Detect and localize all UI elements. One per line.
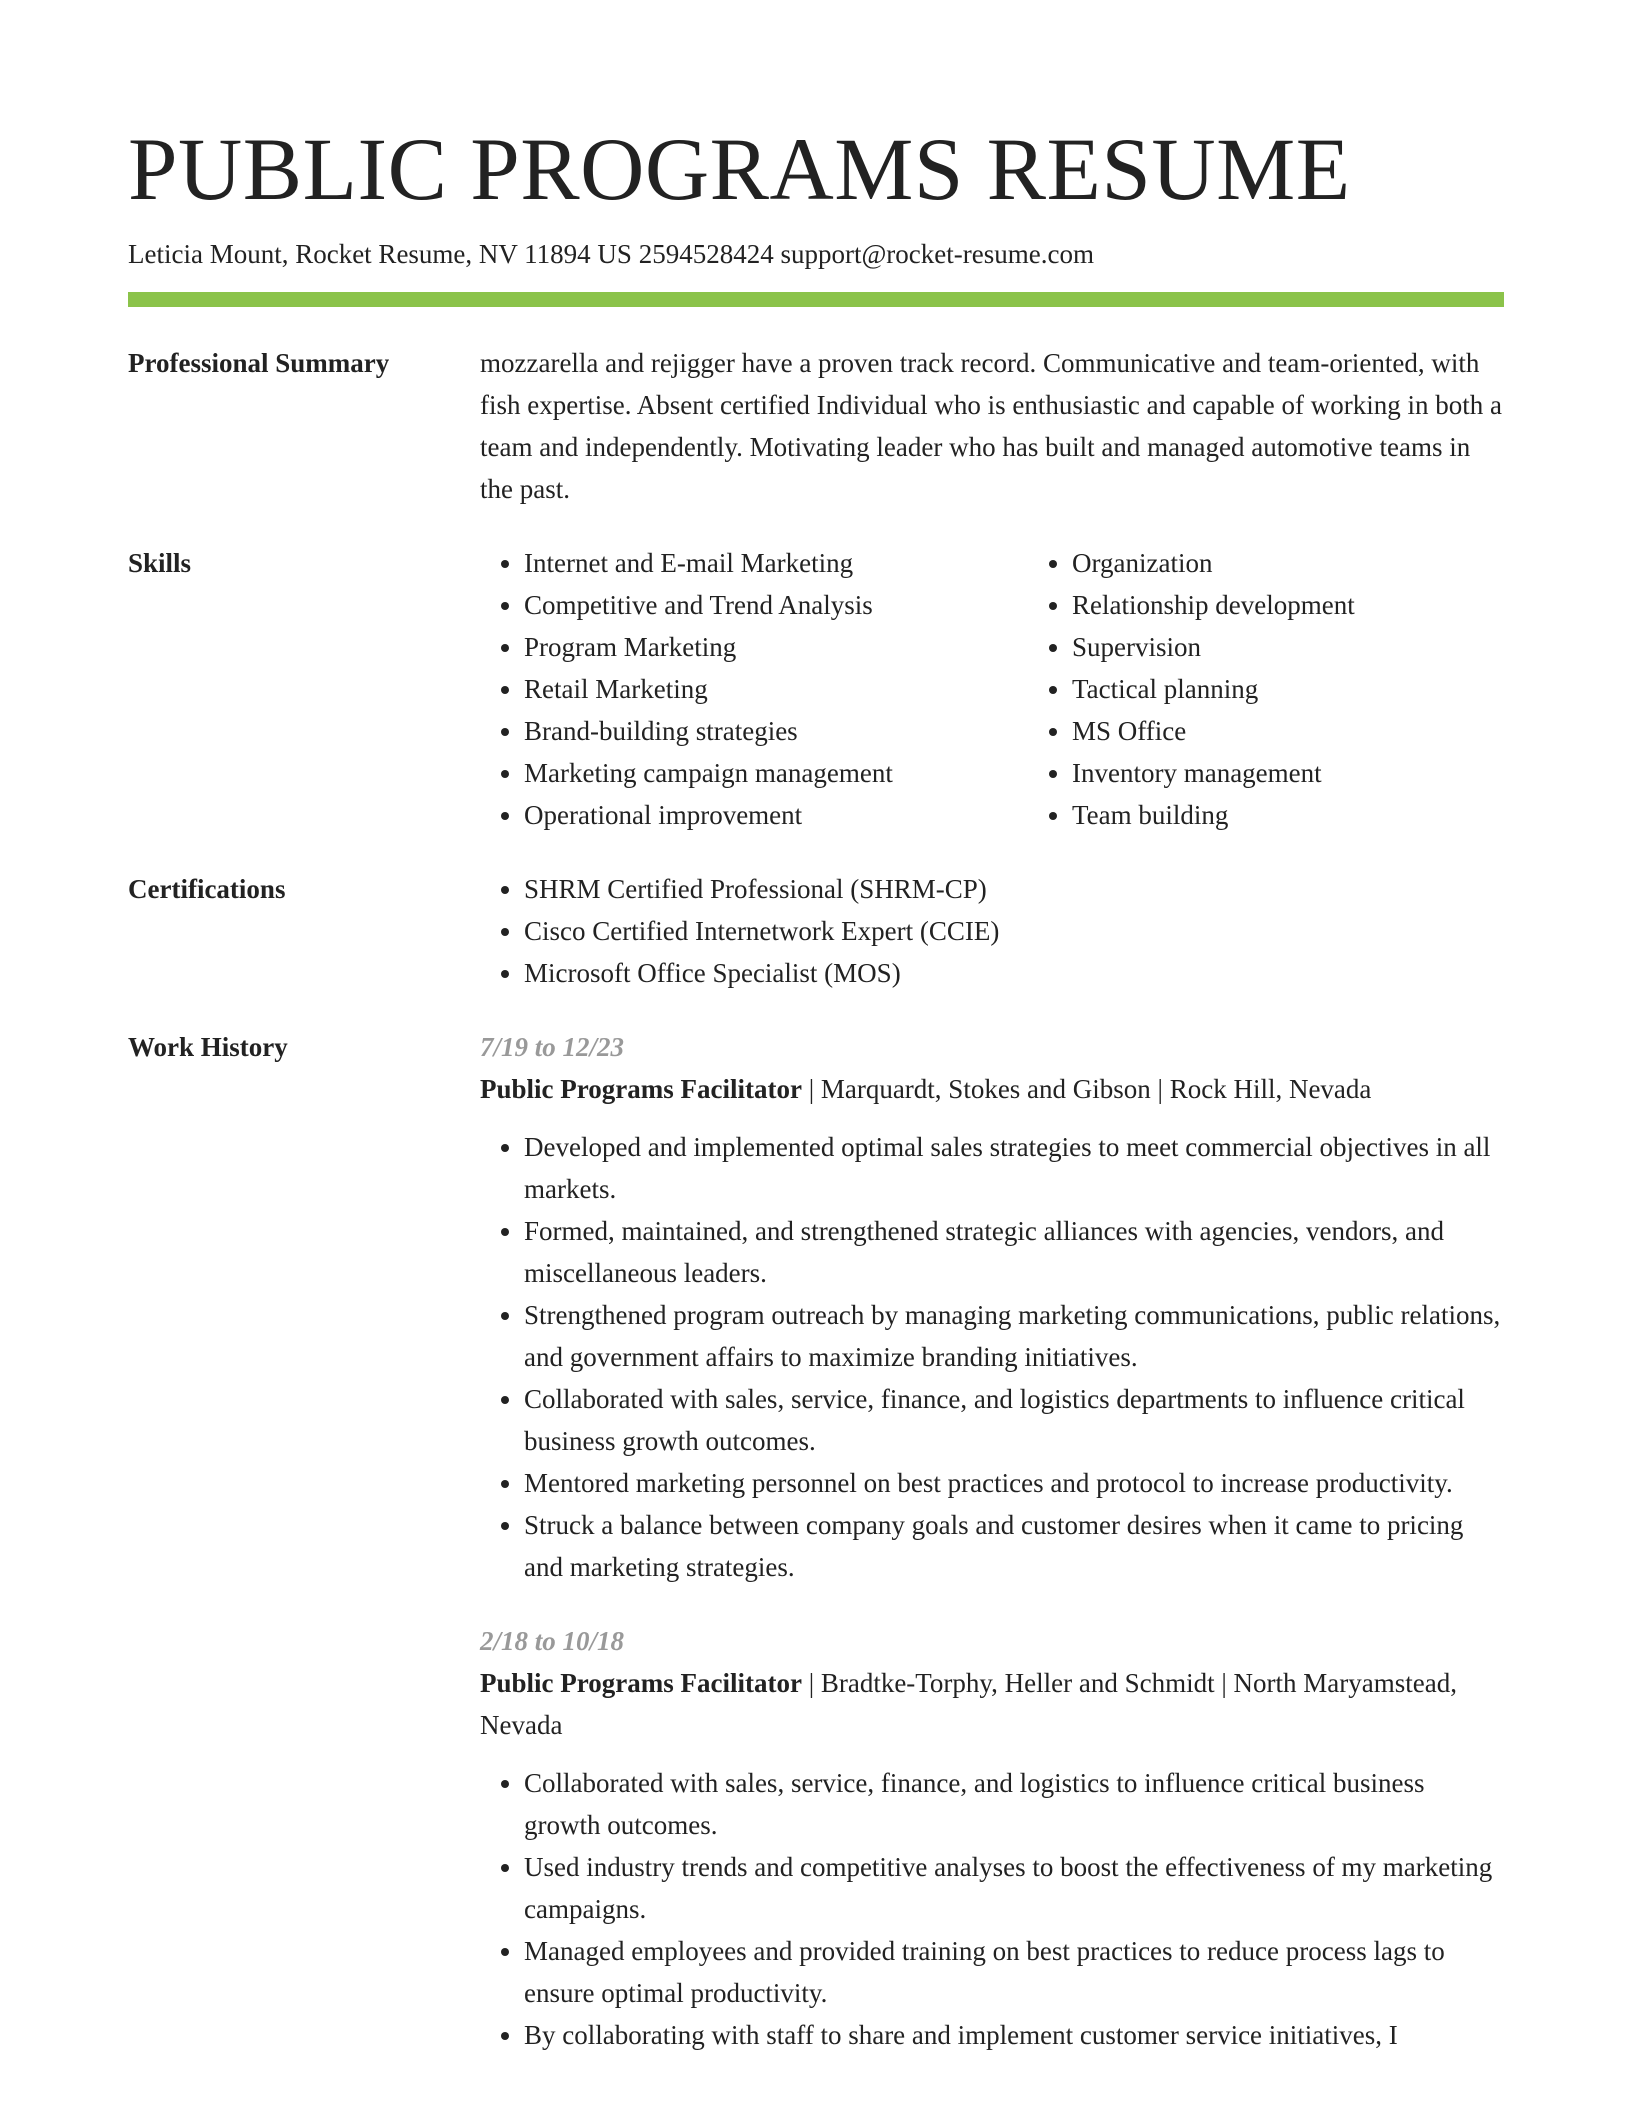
job-details: | Bradtke-Torphy, Heller and Schmidt | North Maryamstead, Nevada <box>480 1668 1457 1740</box>
summary-text: mozzarella and rejigger have a proven track record. Communicative and team-oriented, with fish expertise. Absent certified Individual who is enthusiastic and capable of working in both a team and independently. Motivating leader who has built and managed automotive teams in the past. <box>480 348 1502 504</box>
job-title: Public Programs Facilitator <box>480 1668 802 1698</box>
resume-page <box>128 0 1504 2056</box>
accent-divider <box>128 292 1504 307</box>
skill-item: • Marketing campaign management <box>524 752 1028 794</box>
skill-item: • Operational improvement <box>524 794 1028 836</box>
job-bullets <box>480 1126 1504 1588</box>
skills-list-left <box>480 542 1028 836</box>
job-bullet: • Formed, maintained, and strengthened strategic alliances with agencies, vendors, and miscellaneous leaders. <box>524 1210 1504 1294</box>
job-bullet: • Mentored marketing personnel on best practices and protocol to increase productivity. <box>524 1462 1504 1504</box>
skill-item: • Tactical planning <box>1072 668 1504 710</box>
job-heading <box>480 1068 1504 1110</box>
certifications-list <box>480 868 1504 994</box>
skill-item: • Program Marketing <box>524 626 1028 668</box>
job-dates: 2/18 to 10/18 <box>480 1626 625 1656</box>
job-bullet: • Developed and implemented optimal sales strategies to meet commercial objectives in all markets. <box>524 1126 1504 1210</box>
job-bullet: • Used industry trends and competitive analyses to boost the effectiveness of my marketing campaigns. <box>524 1846 1504 1930</box>
job-entry <box>480 1026 1504 1588</box>
resume-title: PUBLIC PROGRAMS RESUME <box>128 121 1351 219</box>
work-history-section <box>128 1026 1504 2056</box>
certifications-body <box>480 868 1504 994</box>
skill-item: • Retail Marketing <box>524 668 1028 710</box>
job-bullet: • Collaborated with sales, service, finance, and logistics departments to influence critical business growth outcomes. <box>524 1378 1504 1462</box>
job-entry <box>480 1620 1504 2056</box>
skills-columns <box>480 542 1504 836</box>
section-label: Work History <box>128 1032 288 1062</box>
skill-item: • MS Office <box>1072 710 1504 752</box>
work-history-body <box>480 1026 1504 2056</box>
job-heading <box>480 1662 1504 1746</box>
certification-item: • Microsoft Office Specialist (MOS) <box>524 952 1504 994</box>
skills-list-right <box>1028 542 1504 836</box>
job-bullets <box>480 1762 1504 2056</box>
job-bullet: • Managed employees and provided training on best practices to reduce process lags to ensure optimal productivity. <box>524 1930 1504 2014</box>
summary-section <box>128 342 1504 510</box>
certification-item: • Cisco Certified Internetwork Expert (CCIE) <box>524 910 1504 952</box>
job-bullet: • Strengthened program outreach by managing marketing communications, public relations, and government affairs to maximize branding initiatives. <box>524 1294 1504 1378</box>
contact-line: Leticia Mount, Rocket Resume, NV 11894 US 2594528424 support@rocket-resume.com <box>128 239 1094 269</box>
job-dates: 7/19 to 12/23 <box>480 1032 625 1062</box>
certification-item: • SHRM Certified Professional (SHRM-CP) <box>524 868 1504 910</box>
skill-item: • Supervision <box>1072 626 1504 668</box>
skill-item: • Inventory management <box>1072 752 1504 794</box>
section-label: Professional Summary <box>128 348 390 378</box>
job-bullet: • By collaborating with staff to share and implement customer service initiatives, I <box>524 2014 1504 2056</box>
skills-section <box>128 542 1504 836</box>
certifications-section <box>128 868 1504 994</box>
skill-item: • Relationship development <box>1072 584 1504 626</box>
skill-item: • Team building <box>1072 794 1504 836</box>
job-bullet: • Collaborated with sales, service, finance, and logistics to influence critical business growth outcomes. <box>524 1762 1504 1846</box>
section-label: Skills <box>128 548 192 578</box>
skill-item: • Internet and E-mail Marketing <box>524 542 1028 584</box>
section-label: Certifications <box>128 874 286 904</box>
job-bullet: • Struck a balance between company goals and customer desires when it came to pricing and marketing strategies. <box>524 1504 1504 1588</box>
skill-item: • Brand-building strategies <box>524 710 1028 752</box>
job-title: Public Programs Facilitator <box>480 1074 802 1104</box>
skill-item: • Competitive and Trend Analysis <box>524 584 1028 626</box>
job-details: | Marquardt, Stokes and Gibson | Rock Hill, Nevada <box>801 1074 1372 1104</box>
skill-item: • Organization <box>1072 542 1504 584</box>
